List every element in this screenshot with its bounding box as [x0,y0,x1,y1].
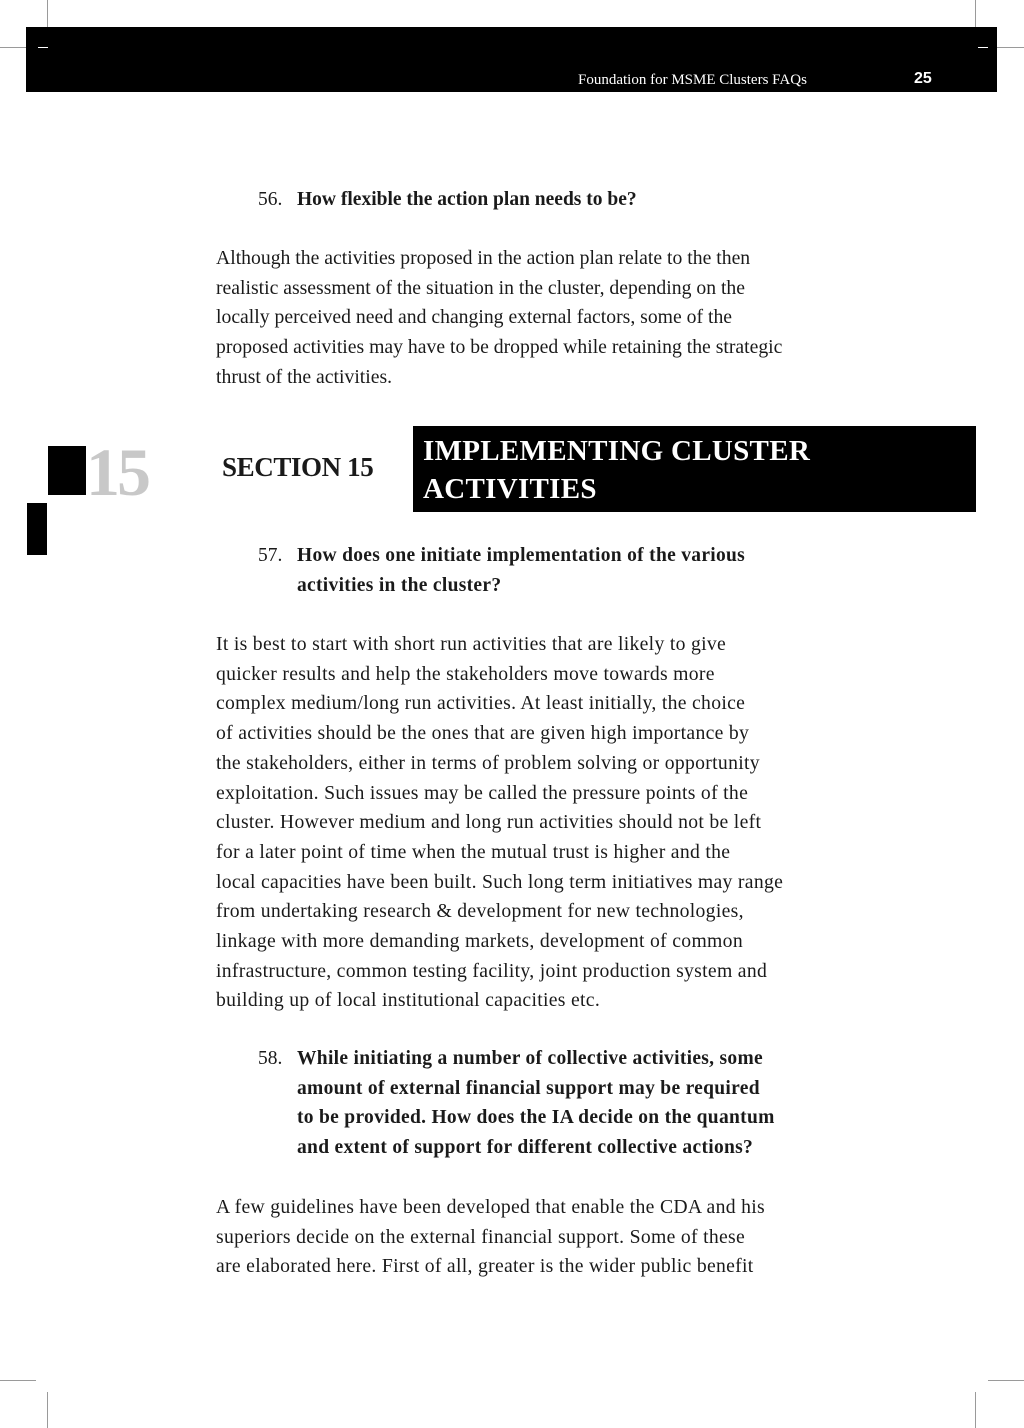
question-line: How flexible the action plan needs to be? [297,189,637,210]
answer-line: cluster. However medium and long run activities should not be left [216,811,762,834]
answer-line: for a later point of time when the mutual trust is higher and the [216,840,731,863]
crop-mark-bottom-right [975,1392,976,1428]
answer-line: A few guidelines have been developed that enable the CDA and his [216,1196,765,1218]
answer-line: linkage with more demanding markets, development of common [216,930,743,953]
section-label: SECTION 15 [222,452,374,482]
answer-line: complex medium/long run activities. At least initially, the choice [216,692,746,715]
question-56 [258,185,948,215]
answer-line: realistic assessment of the situation in the cluster, depending on the [216,276,746,299]
question-number: 56. [258,189,283,210]
question-line: While initiating a number of collective activities, some [297,1048,763,1069]
page-number: 25 [914,70,932,87]
header-tick-left [38,47,48,48]
answer-line: superiors decide on the external financial support. Some of these [216,1225,746,1248]
answer-58 [216,1193,946,1282]
question-number: 58. [258,1048,283,1069]
section-marker-bar [27,503,47,555]
answer-line: local capacities have been built. Such long term initiatives may range [216,870,784,893]
answer-line: from undertaking research & development for new technologies, [216,900,744,923]
answer-line: thrust of the activities. [216,365,393,388]
answer-line: building up of local institutional capacities etc. [216,989,601,1012]
question-number: 57. [258,545,283,566]
header-tick-right [978,47,988,48]
question-line: and extent of support for different collective actions? [297,1137,754,1159]
answer-line: quicker results and help the stakeholders move towards more [216,662,715,685]
running-title: Foundation for MSME Clusters FAQs [578,72,807,88]
answer-line: infrastructure, common testing facility, joint production system and [216,959,768,982]
crop-mark-bottom-left [47,1392,48,1428]
answer-line: proposed activities may have to be dropped while retaining the strategic [216,336,783,359]
answer-line: the stakeholders, either in terms of problem solving or opportunity [216,751,760,774]
section-title-box [413,426,976,512]
question-58 [258,1044,948,1163]
question-line: to be provided. How does the IA decide on the quantum [297,1107,775,1129]
question-57 [258,541,948,600]
answer-line: are elaborated here. First of all, greater is the wider public benefit [216,1255,754,1278]
question-line: activities in the cluster? [297,574,502,596]
crop-mark-bottom-left-h [0,1380,36,1381]
question-line: How does one initiate implementation of the various [297,545,746,566]
section-title-line: IMPLEMENTING CLUSTER [423,435,811,467]
section-title [423,432,968,508]
answer-line: Although the activities proposed in the action plan relate to the then [216,247,751,269]
answer-56 [216,244,946,393]
question-text [297,1044,948,1163]
answer-line: exploitation. Such issues may be called the pressure points of the [216,781,749,804]
question-text [297,185,948,215]
answer-57 [216,630,946,1016]
answer-line: It is best to start with short run activities that are likely to give [216,633,727,655]
section-number: 15 [86,434,148,510]
section-title-line: ACTIVITIES [423,473,597,505]
crop-mark-bottom-right-h [988,1380,1024,1381]
question-line: amount of external financial support may be required [297,1077,760,1099]
answer-line: of activities should be the ones that are given high importance by [216,722,750,745]
question-text [297,541,948,600]
section-marker-block [48,446,86,495]
answer-line: locally perceived need and changing external factors, some of the [216,306,733,329]
